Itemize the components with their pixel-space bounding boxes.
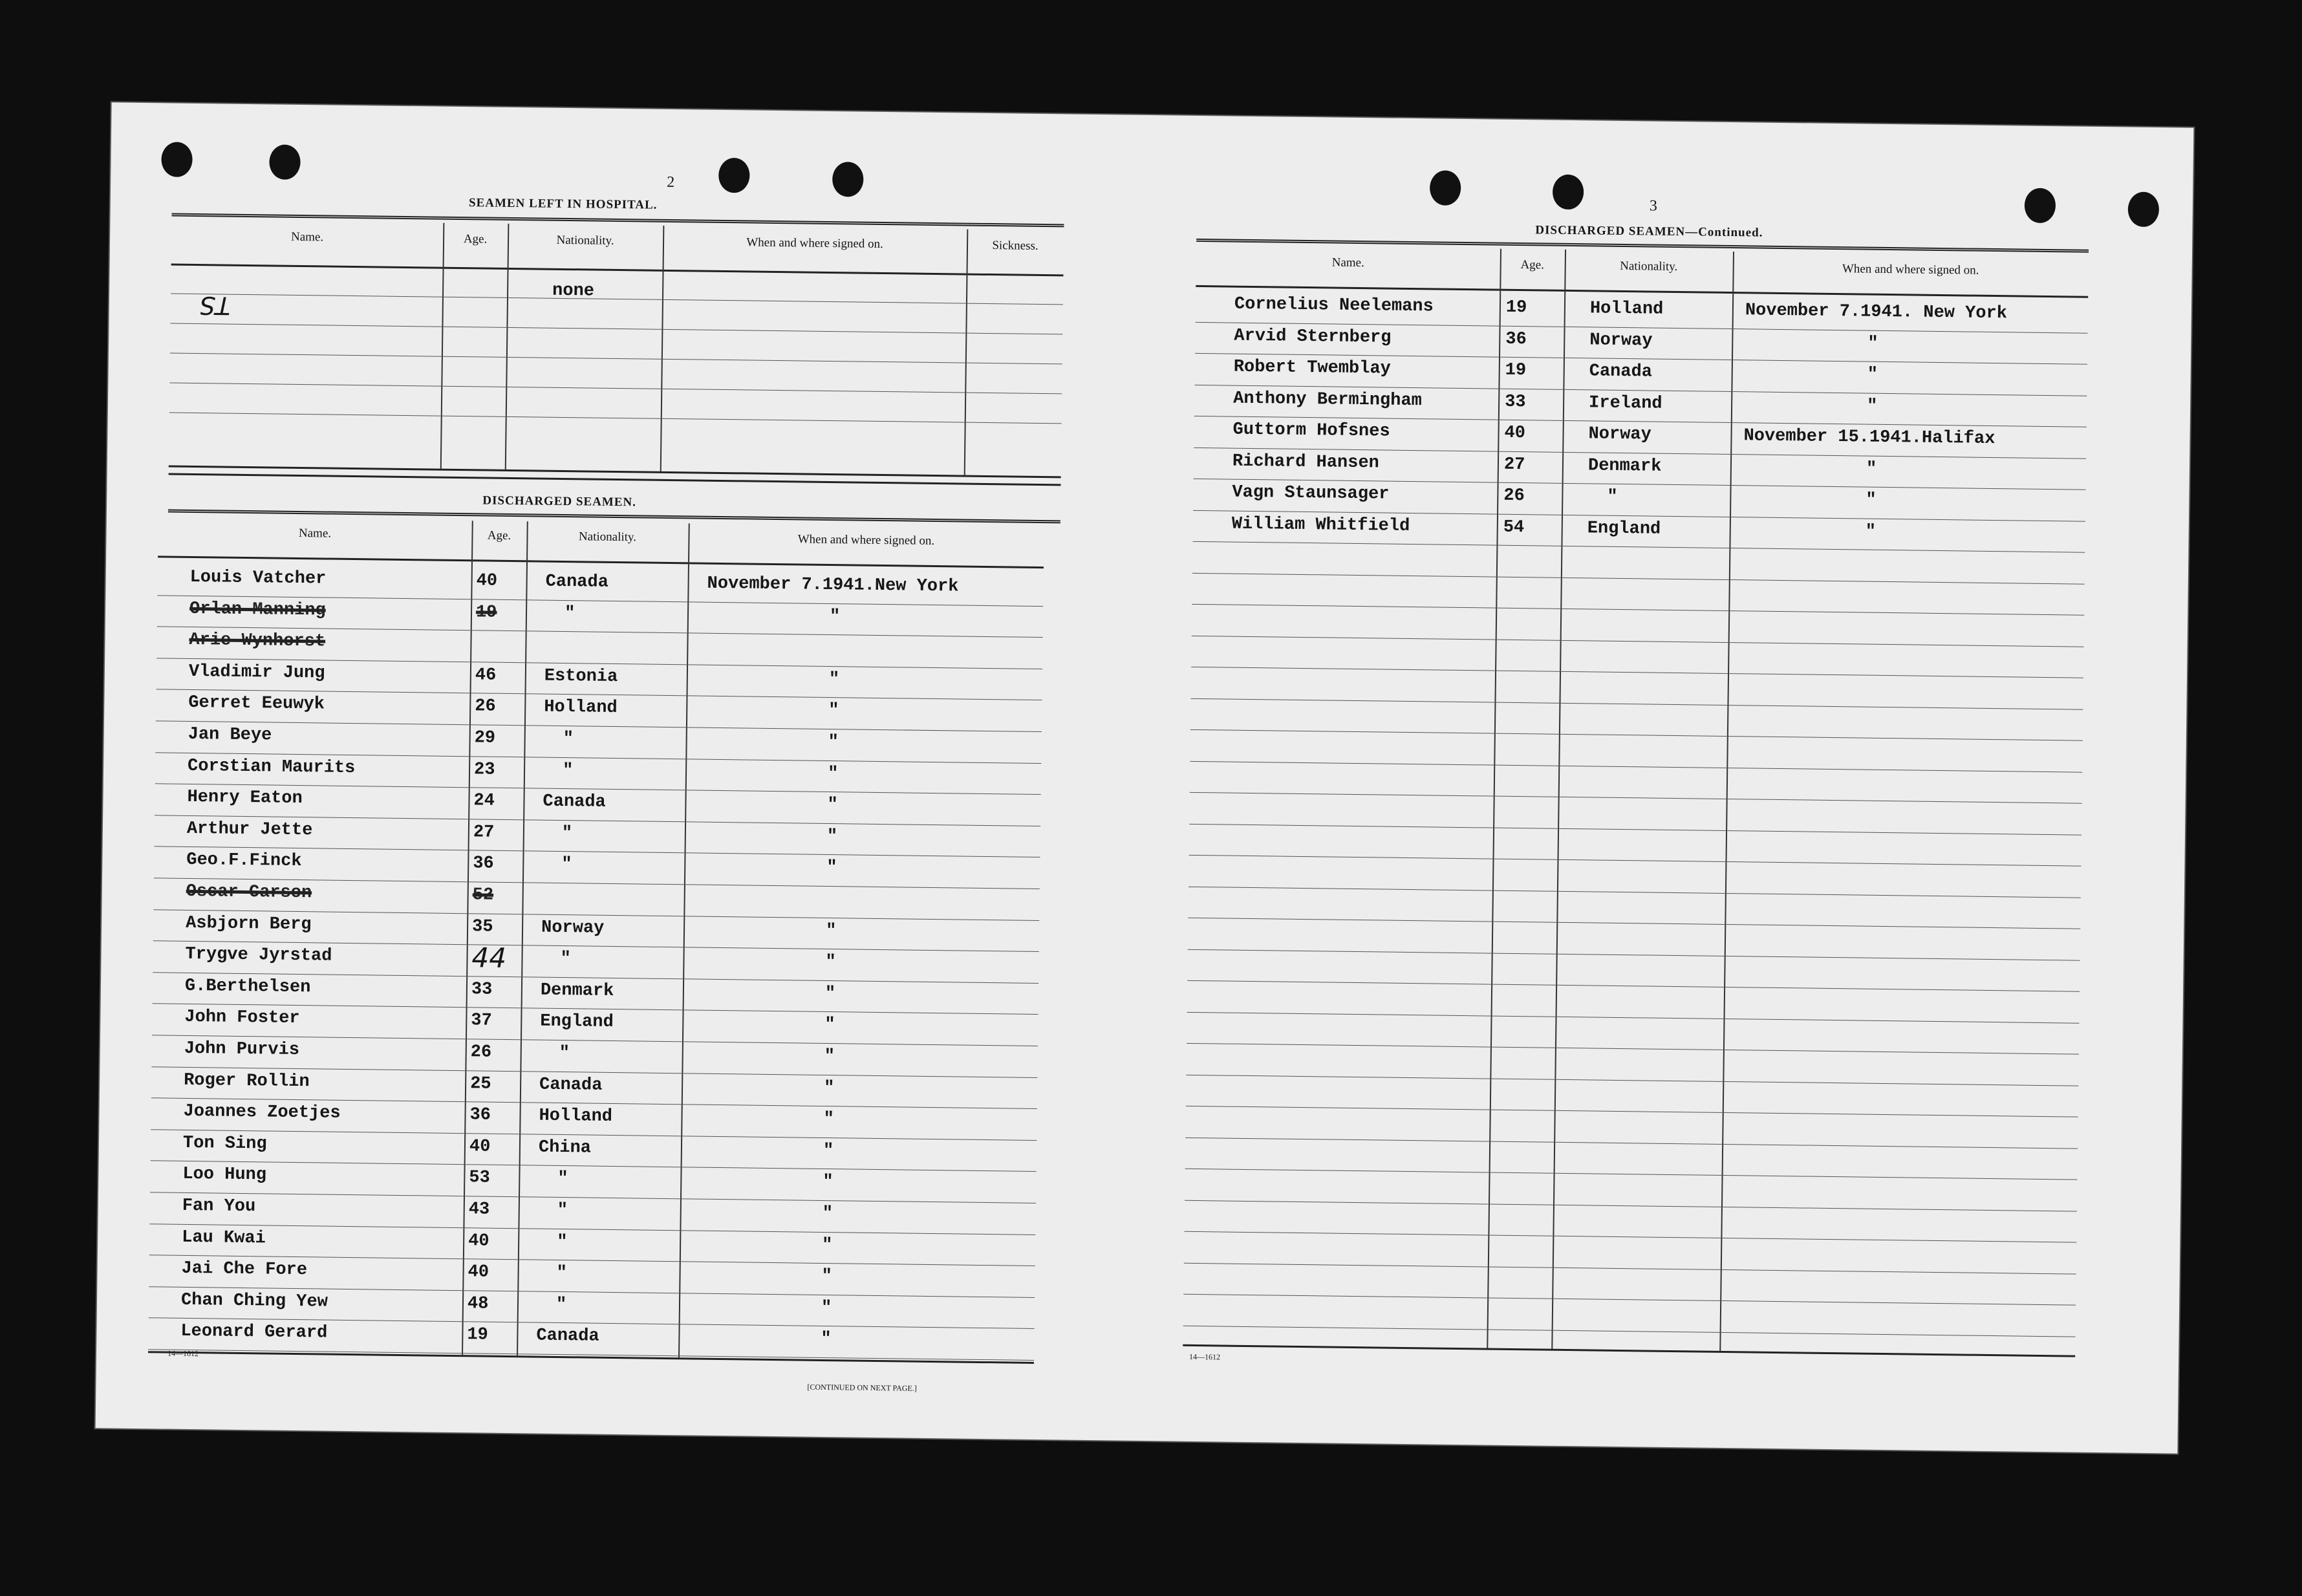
seaman-name: John Purvis [184,1039,300,1061]
seaman-age: 40 [468,1262,489,1282]
signed-on: " [827,795,838,815]
seaman-nationality: Canada [1589,361,1653,382]
signed-on: " [824,1046,835,1067]
seaman-nationality: Canada [536,1326,599,1347]
row-line [1192,604,2084,616]
seaman-age: 19 [1505,360,1527,381]
seaman-age: 19 [467,1325,488,1346]
seaman-age: 40 [469,1137,491,1157]
row-line [150,1192,1036,1203]
row-line [1187,980,2080,992]
seaman-name: William Whitfield [1231,514,1410,536]
seaman-name: Roger Rollin [183,1070,310,1092]
seaman-name: Corstian Maurits [187,756,356,778]
column-header: Name. [1331,255,1364,270]
row-line [1186,1074,2078,1086]
signed-on: " [828,733,839,753]
signed-on: " [824,984,836,1004]
seaman-nationality: Norway [1589,330,1653,351]
hospital-heading: SEAMEN LEFT IN HOSPITAL. [468,196,658,212]
column-header: When and where signed on. [1842,262,1979,277]
seaman-nationality: " [557,1200,568,1221]
seaman-name: Louis Vatcher [189,567,327,589]
seaman-age: 40 [1504,423,1526,444]
row-line [1186,1106,2078,1117]
seaman-nationality: Estonia [544,666,618,687]
seaman-age: 54 [1503,517,1525,537]
discharged-heading: DISCHARGED SEAMEN. [482,493,637,510]
seaman-name: Fan You [182,1196,256,1217]
row-line [156,720,1042,732]
row-line [1192,635,2084,647]
seaman-name: Arvid Sternberg [1234,326,1392,348]
row-line [1192,541,2085,553]
rule [148,1348,1034,1364]
seaman-name: Jan Beye [188,724,272,746]
row-line [1188,918,2080,929]
column-header: Nationality. [578,530,637,545]
row-line [148,1349,1034,1361]
row-line [151,1161,1037,1172]
punch-hole [832,162,864,197]
row-line [1189,855,2081,867]
rule [171,213,1064,228]
right-discharged-table [1172,115,2194,127]
column-header: Age. [463,232,488,246]
seaman-name: Robert Twemblay [1233,357,1391,379]
column-divider [440,223,445,469]
signed-on: " [822,1203,834,1224]
signed-on: " [828,669,840,690]
seaman-nationality: " [555,1295,567,1315]
row-line [1189,823,2081,835]
row-line [1188,949,2080,960]
seaman-nationality: Holland [544,698,618,718]
row-line [1191,667,2083,678]
seaman-name: Leonard Gerard [180,1322,328,1344]
row-line [1183,1325,2076,1337]
signed-on: " [1865,522,1877,542]
seaman-age: 33 [1504,392,1526,412]
column-divider [1487,249,1501,1348]
row-line [1190,792,2082,804]
seaman-nationality: Denmark [1587,455,1662,477]
seaman-age: 40 [476,571,498,591]
column-header: Name. [290,230,324,244]
signed-on: " [823,1078,835,1098]
row-line [1185,1137,2078,1148]
row-line [1191,698,2083,709]
seaman-age: 52 [472,885,494,905]
signed-on: " [824,1015,835,1035]
left-page [96,102,1134,1440]
rule [171,264,1064,277]
continued-heading: DISCHARGED SEAMEN—Continued. [1535,223,1763,240]
seaman-age: 36 [1505,329,1527,349]
form-number: 14—1612 [1189,1352,1221,1362]
signed-on: " [1866,490,1877,510]
seaman-age: 44 [471,942,507,975]
column-divider [964,230,969,475]
page-number: 3 [1649,197,1658,215]
discharged-table [112,102,1134,114]
column-header: When and where signed on. [746,235,883,251]
seaman-name: Geo.F.Finck [186,850,302,872]
signed-on: " [1866,459,1877,479]
seaman-name: Loo Hung [182,1165,267,1185]
column-header: Sickness. [992,239,1038,253]
column-divider [462,521,473,1355]
seaman-nationality: Canada [545,572,609,592]
column-divider [505,224,510,469]
seaman-name: Gerret Eeuwyk [188,693,325,715]
seaman-name: Trygve Jyrstad [185,945,332,966]
signed-on: " [825,921,837,941]
seaman-nationality: " [557,1169,568,1189]
punch-hole [269,144,301,180]
row-line [149,1224,1035,1235]
seaman-nationality: England [540,1012,614,1033]
seaman-nationality: " [556,1232,568,1252]
seaman-nationality: " [563,729,574,749]
seaman-age: 37 [471,1011,492,1031]
seaman-nationality: " [561,855,572,875]
seaman-nationality: Canada [543,792,606,813]
seaman-age: 19 [475,602,497,623]
seaman-age: 33 [471,980,493,1000]
seaman-name: Orlan Manning [189,599,326,621]
column-divider [660,226,665,471]
signed-on: " [826,858,837,878]
seaman-name: Richard Hansen [1232,451,1380,473]
seaman-nationality: Holland [539,1106,613,1127]
seaman-age: 48 [467,1294,489,1314]
row-line [1184,1262,2076,1274]
seaman-nationality: Canada [539,1075,603,1095]
signed-on: " [1867,365,1878,385]
seaman-nationality: " [556,1264,567,1284]
seaman-name: Anthony Bermingham [1232,389,1422,411]
seaman-name: Henry Eaton [187,788,303,809]
seaman-age: 35 [471,916,493,937]
signed-on: " [823,1141,834,1161]
row-line [169,383,1062,394]
signed-on: " [821,1267,832,1287]
seaman-name: Cornelius Neelemans [1234,294,1434,317]
punch-hole [161,142,193,177]
seaman-name: Asbjorn Berg [185,913,312,934]
seaman-nationality: Norway [1588,424,1651,445]
punch-hole [2128,192,2160,228]
seaman-name: Lau Kwai [182,1227,266,1249]
column-header: Age. [487,528,511,543]
signed-on: " [823,1172,834,1192]
punch-hole [1430,170,1461,206]
seaman-age: 26 [1503,486,1525,506]
row-line [1184,1231,2076,1243]
row-line [151,1129,1037,1141]
column-divider [678,523,690,1357]
row-line [1185,1200,2077,1211]
continued-note: [CONTINUED ON NEXT PAGE.] [807,1382,917,1393]
hospital-table [112,102,1134,114]
seaman-nationality: " [1607,487,1618,507]
seaman-age: 46 [475,665,497,685]
column-divider [1551,250,1566,1349]
seaman-age: 36 [469,1105,491,1125]
seaman-nationality: China [538,1138,592,1158]
seaman-nationality: " [564,603,576,623]
seaman-name: Oscar Carson [186,881,312,903]
seaman-age: 53 [469,1168,490,1189]
seaman-name: Vagn Staunsager [1232,482,1390,504]
row-line [1183,1294,2076,1306]
signed-on: " [828,701,839,721]
row-line [171,294,1063,305]
seaman-age: 36 [473,854,494,874]
seaman-name: Ton Sing [182,1133,267,1154]
seaman-nationality: Ireland [1588,393,1662,414]
seaman-age: 27 [1503,455,1525,475]
seaman-age: 19 [1505,297,1527,318]
signed-on: November 7.1941.New York [707,574,959,597]
seaman-age: 26 [475,696,496,717]
signed-on: " [821,1298,832,1318]
signed-on: November 15.1941.Halifax [1743,426,1995,449]
seaman-name: Vladimir Jung [188,662,325,684]
seaman-name: G.Berthelsen [184,976,311,998]
seaman-nationality: England [1587,518,1661,539]
signed-on: " [1867,334,1878,354]
column-divider [517,521,528,1355]
column-header: Nationality. [1620,259,1678,274]
seaman-name: Jai Che Fore [181,1259,308,1280]
punch-hole [1553,175,1584,210]
seaman-name: Arie Wynhorst [189,631,326,652]
margin-mark: TS [199,291,231,320]
seaman-name: Guttorm Hofsnes [1232,420,1390,442]
seaman-age: 25 [469,1073,491,1094]
seaman-age: 23 [473,759,495,780]
row-line [170,353,1062,365]
seaman-name: Arthur Jette [186,819,313,841]
seaman-nationality: Denmark [540,980,614,1001]
rule [168,510,1060,524]
seaman-age: 27 [473,823,495,843]
seaman-age: 43 [468,1200,490,1220]
page-number: 2 [667,173,675,191]
rule [1196,239,2089,253]
row-line [1187,1011,2080,1023]
row-line [1185,1169,2078,1180]
row-line [170,323,1062,335]
signed-on: " [827,764,839,784]
column-divider [1719,252,1734,1351]
column-header: Age. [1520,258,1545,272]
seaman-name: Joannes Zoetjes [183,1102,341,1124]
form-number: 14—1612 [167,1348,199,1359]
punch-hole [718,158,750,193]
seaman-name: John Foster [184,1008,300,1029]
seaman-nationality: " [559,1043,570,1064]
seaman-age: 29 [474,728,496,748]
right-page [1156,115,2193,1453]
nationality-value: none [552,281,595,301]
signed-on: " [823,1110,834,1130]
signed-on: " [825,953,836,973]
seaman-nationality: " [561,823,573,843]
seaman-age: 40 [468,1231,489,1251]
punch-hole [2025,188,2056,224]
seaman-nationality: " [562,760,574,781]
row-line [1190,760,2082,772]
signed-on: " [1866,396,1878,416]
column-header: When and where signed on. [797,532,935,548]
signed-on: " [829,607,841,627]
seaman-age: 26 [470,1042,492,1062]
row-line [1189,886,2081,898]
row-line [1190,729,2083,741]
signed-on: " [821,1235,833,1255]
column-header: Nationality. [556,233,614,248]
document-spread [96,102,2194,1453]
row-line [169,413,1062,424]
row-line [1187,1043,2079,1055]
row-line [1192,572,2085,584]
signed-on: November 7.1941. New York [1745,301,2008,324]
column-header: Name. [298,526,332,541]
seaman-age: 24 [473,791,495,811]
rule [1183,1344,2075,1357]
seaman-nationality: Norway [541,918,605,938]
seaman-name: Chan Ching Yew [180,1290,328,1312]
seaman-nationality: Holland [1589,299,1664,319]
signed-on: " [826,826,838,847]
seaman-nationality: " [560,949,571,969]
rule [158,555,1044,568]
signed-on: " [821,1330,832,1350]
